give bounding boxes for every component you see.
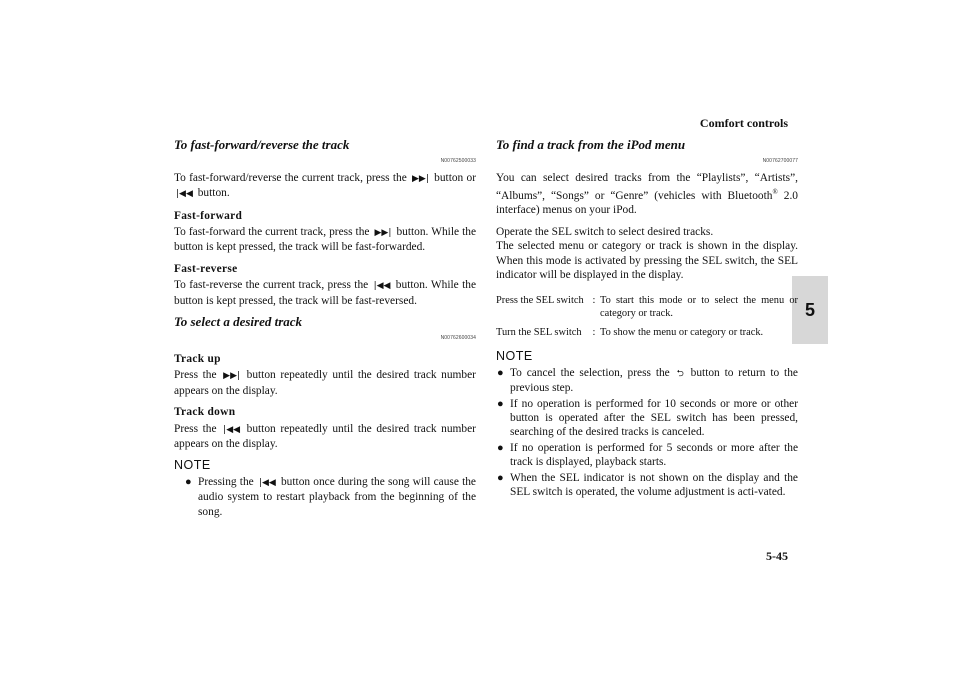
paragraph: To fast-forward/reverse the current track, press the ▶▶| button or |◀◀ button. <box>174 171 476 202</box>
paragraph: Press the |◀◀ button repeatedly until the desired track number appears on the display. <box>174 422 476 450</box>
section-heading-row <box>174 315 476 329</box>
section-heading-row <box>496 138 798 152</box>
section-title: To fast-forward/reverse the track <box>174 137 350 152</box>
page-number: 5-45 <box>766 549 788 563</box>
note-list <box>496 366 798 500</box>
note-list <box>174 475 476 519</box>
bullet-icon: ● <box>497 441 504 454</box>
section-code: N00762500033 <box>440 158 476 165</box>
table-row: Press the SEL switch : To start this mode or to select the menu or category or track. <box>496 292 798 324</box>
registered-mark: ® <box>772 188 778 197</box>
section-code: N00762600034 <box>440 335 476 342</box>
paragraph: To fast-reverse the current track, press the |◀◀ button. While the button is kept pressed, the track will be fast-reversed. <box>174 279 476 307</box>
return-icon: ⮌ <box>676 368 684 379</box>
section-title: To select a desired track <box>174 314 303 330</box>
subheading-track-down: Track down <box>174 406 236 419</box>
table-cell-result: To show the menu or category or track. <box>600 327 764 339</box>
table-cell-result: To start this mode or to select the menu or category or track. <box>600 295 798 320</box>
paragraph: Press the ▶▶| button repeatedly until the desired track number appears on the display. <box>174 369 476 397</box>
bullet-icon: ● <box>185 475 192 488</box>
skip-reverse-icon: |◀◀ <box>223 424 241 435</box>
note-label: NOTE <box>496 349 533 364</box>
skip-reverse-icon: |◀◀ <box>258 477 276 488</box>
section-select-track <box>174 315 476 519</box>
section-title: To find a track from the iPod menu <box>496 137 686 152</box>
subheading-track-up: Track up <box>174 352 221 365</box>
list-item: ● To cancel the selection, press the ⮌ button to return to the previous step. <box>497 366 798 395</box>
list-item: ● If no operation is performed for 5 seconds or more after the track is displayed, playback starts. <box>497 441 798 469</box>
subheading-fast-forward: Fast-forward <box>174 209 243 222</box>
right-column <box>496 134 798 504</box>
skip-forward-icon: ▶▶| <box>223 371 241 382</box>
left-column <box>174 134 476 523</box>
note-label: NOTE <box>174 458 211 473</box>
paragraph: The selected menu or category or track is shown in the display. When this mode is activated by pressing the SEL switch, the SEL indicator will be displayed in the display. <box>496 240 798 282</box>
list-item: ● Pressing the |◀◀ button once during the song will cause the audio system to restart playback from the beginning of the song. <box>185 475 476 518</box>
paragraph: Operate the SEL switch to select desired tracks. <box>496 225 714 238</box>
section-fast-forward-reverse <box>174 138 476 308</box>
page-header: Comfort controls <box>699 116 788 130</box>
section-find-track <box>496 138 798 500</box>
table-cell-action: Turn the SEL switch <box>496 327 582 339</box>
skip-forward-icon: ▶▶| <box>374 228 392 239</box>
skip-reverse-icon: |◀◀ <box>373 281 391 292</box>
bullet-icon: ● <box>497 471 504 484</box>
bullet-icon: ● <box>497 397 504 410</box>
table-cell-action: Press the SEL switch <box>496 295 584 307</box>
bullet-icon: ● <box>497 366 504 379</box>
section-heading-row <box>174 138 476 152</box>
skip-forward-icon: ▶▶| <box>412 173 429 184</box>
skip-reverse-icon: |◀◀ <box>176 189 193 200</box>
list-item: ● When the SEL indicator is not shown on the display and the SEL switch is operated, the volume adjustment is acti-vated. <box>497 471 798 499</box>
sel-switch-table <box>496 292 798 343</box>
list-item: ● If no operation is performed for 10 seconds or more or other button is operated after the SEL switch has been pressed, searching of the desired tracks is canceled. <box>497 397 798 439</box>
paragraph: To fast-forward the current track, press the ▶▶| button. While the button is kept pressed, the track will be fast-forwarded. <box>174 226 477 254</box>
subheading-fast-reverse: Fast-reverse <box>174 262 238 275</box>
table-row: Turn the SEL switch : To show the menu or category or track. <box>496 324 798 343</box>
section-code: N00762700077 <box>762 158 798 165</box>
chapter-tab: 5 <box>792 276 828 344</box>
paragraph: You can select desired tracks from the “Playlists”, “Artists”, “Albums”, “Songs” or “Genre” (vehicles with Bluetooth® 2.0 interface) menus on your iPod. <box>496 171 798 217</box>
